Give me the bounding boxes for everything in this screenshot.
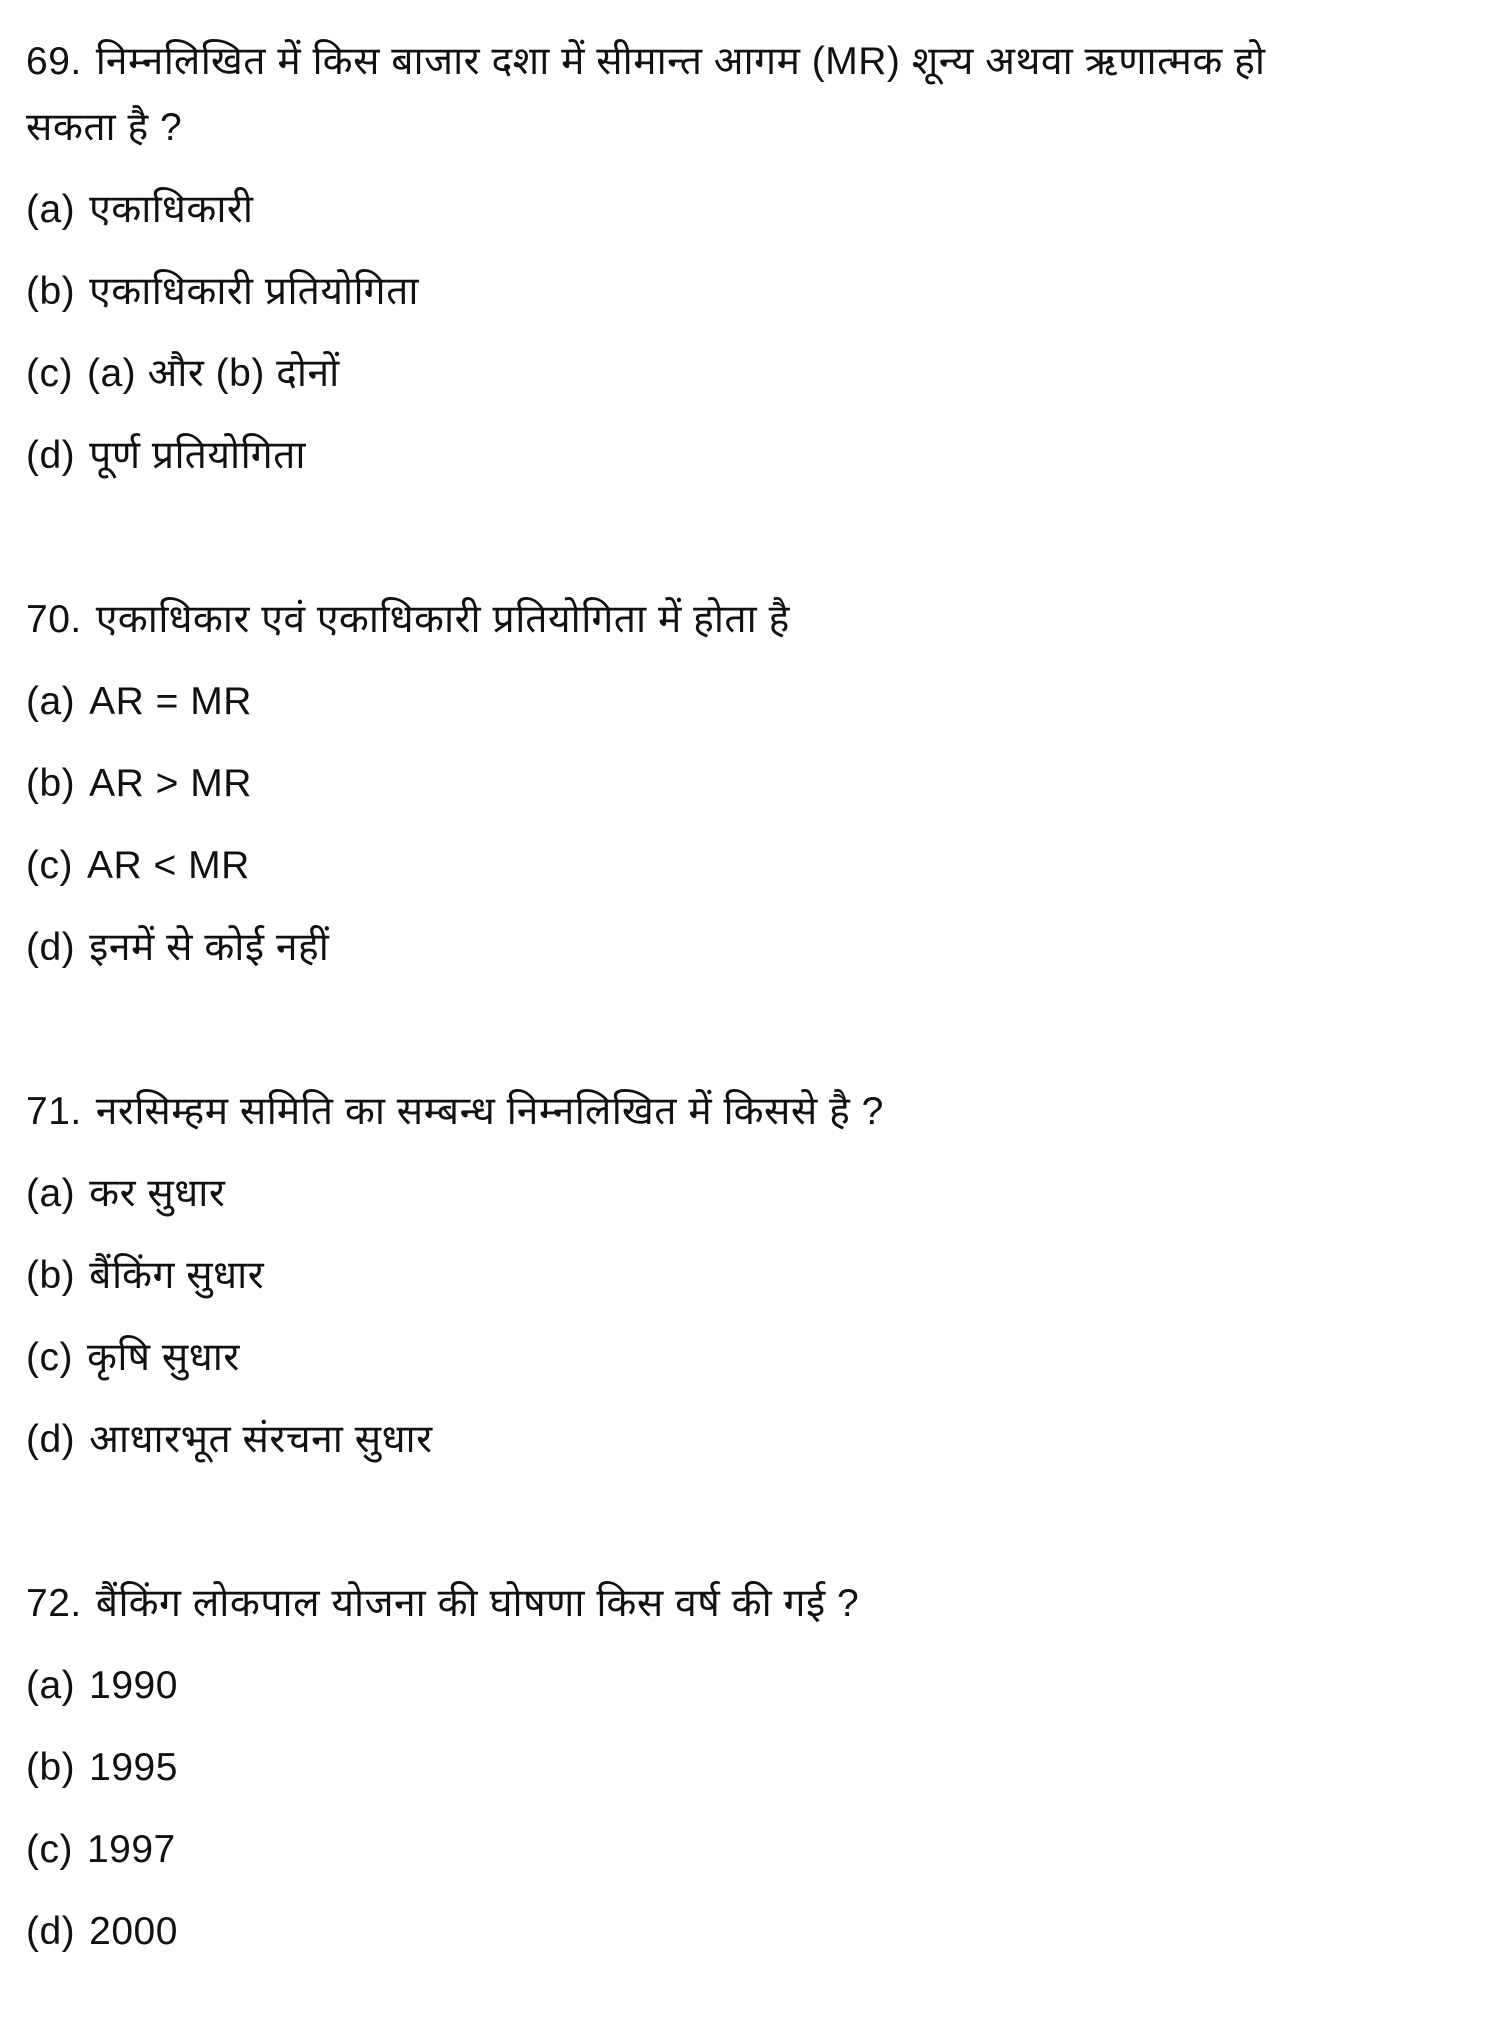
option-a[interactable]: [26, 672, 252, 732]
option-label: (b): [26, 1746, 76, 1789]
option-c[interactable]: [26, 836, 250, 896]
question-text: [26, 32, 1481, 92]
question-text: [26, 590, 790, 650]
option-label: (c): [26, 1336, 73, 1379]
option-c[interactable]: [26, 1328, 240, 1388]
question-number: 69.: [26, 40, 82, 83]
option-text: कर सुधार: [89, 1172, 226, 1215]
option-b[interactable]: [26, 262, 419, 322]
option-label: (d): [26, 1418, 76, 1461]
option-d[interactable]: [26, 918, 329, 978]
option-text: इनमें से कोई नहीं: [89, 926, 330, 969]
option-c[interactable]: [26, 344, 340, 404]
option-label: (b): [26, 270, 76, 313]
option-label: (d): [26, 1910, 76, 1953]
option-label: (c): [26, 1828, 73, 1871]
option-label: (b): [26, 762, 76, 805]
option-d[interactable]: [26, 1410, 433, 1470]
option-text: 1997: [86, 1828, 176, 1871]
option-text: एकाधिकारी प्रतियोगिता: [89, 270, 419, 313]
option-label: (a): [26, 680, 76, 723]
option-label: (a): [26, 1664, 76, 1707]
option-text: AR = MR: [89, 680, 252, 723]
question-text-line1: निम्नलिखित में किस बाजार दशा में सीमान्त आगम (MR) शून्य अथवा ऋणात्मक हो: [95, 40, 1266, 83]
option-b[interactable]: [26, 1246, 264, 1306]
option-text: बैंकिंग सुधार: [89, 1254, 265, 1297]
option-label: (d): [26, 926, 76, 969]
option-label: (a): [26, 188, 76, 231]
option-text: 1995: [89, 1746, 178, 1789]
option-a[interactable]: [26, 1164, 225, 1224]
question-text-continued: [26, 98, 182, 158]
question-text-line1: एकाधिकार एवं एकाधिकारी प्रतियोगिता में होता है: [95, 598, 790, 641]
option-label: (a): [26, 1172, 76, 1215]
option-label: (d): [26, 434, 76, 477]
option-text: AR < MR: [86, 844, 250, 887]
question-text: [26, 1082, 884, 1142]
question-text-line2: सकता है ?: [26, 106, 183, 149]
option-text: पूर्ण प्रतियोगिता: [89, 434, 306, 477]
question-number: 72.: [26, 1582, 82, 1625]
option-text: कृषि सुधार: [86, 1336, 240, 1379]
option-b[interactable]: [26, 1738, 178, 1798]
question-number: 70.: [26, 598, 82, 641]
question-text-line1: नरसिम्हम समिति का सम्बन्ध निम्नलिखित में किससे है ?: [95, 1090, 884, 1133]
option-a[interactable]: [26, 180, 253, 240]
option-label: (b): [26, 1254, 76, 1297]
option-text: एकाधिकारी: [89, 188, 254, 231]
option-text: (a) और (b) दोनों: [86, 352, 340, 395]
question-text: [26, 1574, 859, 1634]
option-text: 1990: [89, 1664, 178, 1707]
option-label: (c): [26, 844, 73, 887]
option-a[interactable]: [26, 1656, 178, 1716]
option-label: (c): [26, 352, 73, 395]
option-text: आधारभूत संरचना सुधार: [89, 1418, 433, 1461]
question-number: 71.: [26, 1090, 82, 1133]
option-text: 2000: [89, 1910, 178, 1953]
option-text: AR > MR: [89, 762, 252, 805]
question-text-line1: बैंकिंग लोकपाल योजना की घोषणा किस वर्ष की गई ?: [95, 1582, 860, 1625]
option-c[interactable]: [26, 1820, 176, 1880]
option-d[interactable]: [26, 1902, 178, 1962]
option-b[interactable]: [26, 754, 252, 814]
option-d[interactable]: [26, 426, 306, 486]
